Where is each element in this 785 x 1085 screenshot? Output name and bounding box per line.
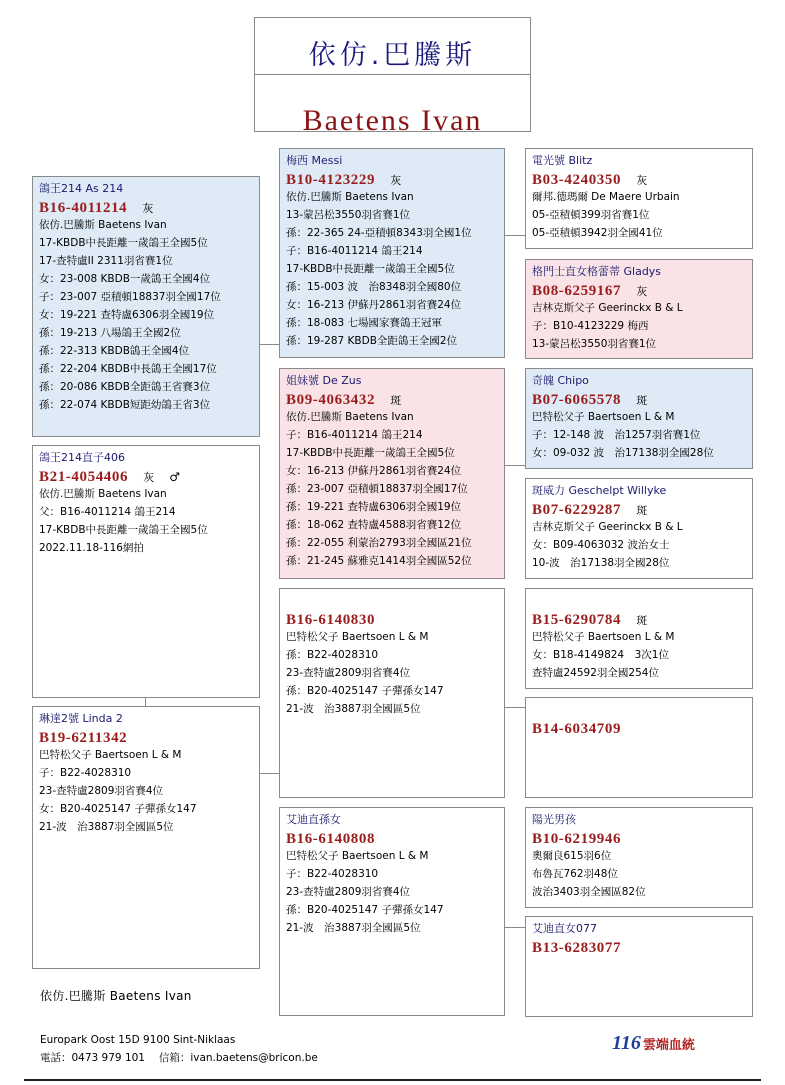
pigeon-name xyxy=(286,593,498,609)
info-line: 2022.11.18-116網拍 xyxy=(39,542,144,554)
ring-number: B15-6290784 xyxy=(532,612,622,628)
pedigree-card-pigeon xyxy=(32,445,260,698)
pigeon-name: 姐妹號 De Zus xyxy=(286,374,362,387)
pigeon-name: 電光號 Blitz xyxy=(532,154,593,167)
info-line: 巴特松父子 Baertsoen L & M xyxy=(39,749,182,761)
pigeon-name: 陽光男孩 xyxy=(532,813,576,826)
info-line: 17-KBDB中長距離一歲鴿王全國5位 xyxy=(39,524,208,536)
info-line: 21-波 治3887羽全國區5位 xyxy=(286,703,421,715)
pedigree-card-b15-6290784 xyxy=(525,588,753,689)
info-line: 吉林克斯父子 Geerinckx B & L xyxy=(532,521,683,533)
pigeon-name: 鴿王214直子406 xyxy=(39,451,125,464)
pedigree-card-b16-6140808 xyxy=(279,807,505,1016)
info-line: 波治3403羽全國區82位 xyxy=(532,886,646,898)
pedigree-card-b14-6034709 xyxy=(525,697,753,798)
info-line: 巴特松父子 Baertsoen L & M xyxy=(532,411,675,423)
ring-number: B21-4054406 xyxy=(39,469,129,485)
info-line: 10-波 治17138羽全國28位 xyxy=(532,557,670,569)
ring-number: B03-4240350 xyxy=(532,172,622,188)
ring-number: B16-6140830 xyxy=(286,612,376,628)
info-line: 孫：22-204 KBDB中長鴿王全國17位 xyxy=(39,363,217,375)
info-line: 女：09-032 波 治17138羽全國28位 xyxy=(532,447,714,459)
pigeon-name: 斑威力 Geschelpt Willyke xyxy=(532,484,667,497)
ring-number: B07-6229287 xyxy=(532,502,622,518)
ring-number: B07-6065578 xyxy=(532,392,622,408)
pigeon-color: 灰 xyxy=(142,202,154,215)
info-line: 17-KBDB中長距離一歲鴿王全國5位 xyxy=(286,447,455,459)
info-line: 孫：20-086 KBDB全距鴿王省賽3位 xyxy=(39,381,211,393)
info-line: 孫：18-083 七場國家賽鴿王冠軍 xyxy=(286,317,443,329)
info-line: 女：19-221 查特盧6306羽全國19位 xyxy=(39,309,215,321)
info-line: 孫：22-074 KBDB短距幼鴿王省3位 xyxy=(39,399,211,411)
info-line: 13-蒙呂松3550羽省賽1位 xyxy=(286,209,411,221)
pedigree-card-chipo xyxy=(525,368,753,469)
ring-number: B13-6283077 xyxy=(532,940,622,956)
info-line: 子：B22-4028310 xyxy=(286,868,379,880)
info-line: 依仿.巴騰斯 Baetens Ivan xyxy=(39,488,167,500)
ring-number: B16-6140808 xyxy=(286,831,376,847)
pigeon-name: 艾迪直女077 xyxy=(532,922,597,935)
info-line: 爾邦.德瑪爾 De Maere Urbain xyxy=(532,191,680,203)
info-line: 女：23-008 KBDB一歲鴿王全國4位 xyxy=(39,273,211,285)
info-line: 布魯瓦762羽48位 xyxy=(532,868,618,880)
info-line: 孫：22-055 利蒙治2793羽全國區21位 xyxy=(286,537,472,549)
info-line: 巴特松父子 Baertsoen L & M xyxy=(286,631,429,643)
info-line: 子：B10-4123229 梅西 xyxy=(532,320,649,332)
info-line: 孫：23-007 亞積頓18837羽全國17位 xyxy=(286,483,468,495)
info-line: 孫：18-062 查特盧4588羽省賽12位 xyxy=(286,519,462,531)
footer-contact: 電話：0473 979 101 信箱：ivan.baetens@bricon.be xyxy=(40,1052,318,1064)
footer-owner-name: 依仿.巴騰斯 Baetens Ivan xyxy=(40,989,192,1003)
pigeon-color: 斑 xyxy=(636,504,648,517)
info-line: 孫：15-003 波 治8348羽全國80位 xyxy=(286,281,462,293)
info-line: 孫：B20-4025147 子彈孫女147 xyxy=(286,685,444,697)
info-line: 孫：19-221 查特盧6306羽全國19位 xyxy=(286,501,462,513)
ring-number: B16-4011214 xyxy=(39,200,128,216)
pedigree-card-b13-6283077 xyxy=(525,916,753,1017)
ring-number: B08-6259167 xyxy=(532,283,622,299)
info-line: 女：B18-4149824 3次1位 xyxy=(532,649,669,661)
pedigree-card-gladys xyxy=(525,259,753,359)
info-line: 依仿.巴騰斯 Baetens Ivan xyxy=(286,411,414,423)
pigeon-color: 斑 xyxy=(636,394,648,407)
info-line: 孫：19-287 KBDB全距鴿王全國2位 xyxy=(286,335,458,347)
pedigree-card-dam xyxy=(32,706,260,969)
pedigree-card-messi xyxy=(279,148,505,358)
pigeon-name: 奇魄 Chipo xyxy=(532,374,589,387)
ring-number: B10-4123229 xyxy=(286,172,376,188)
info-line: 17-KBDB中長距離一歲鴿王全國5位 xyxy=(39,237,208,249)
pigeon-name: 梅西 Messi xyxy=(286,154,343,167)
pigeon-name: 鴿王214 As 214 xyxy=(39,182,124,195)
pigeon-color: 灰 xyxy=(636,285,648,298)
info-line: 孫：B22-4028310 xyxy=(286,649,379,661)
info-line: 05-亞積頓399羽省賽1位 xyxy=(532,209,650,221)
info-line: 孫：22-313 KBDB鴿王全國4位 xyxy=(39,345,190,357)
brand-logo xyxy=(612,1032,695,1055)
pedigree-card-de-zus xyxy=(279,368,505,579)
connector-line xyxy=(504,465,526,466)
logo-text: 雲端血統 xyxy=(642,1038,695,1053)
info-line: 依仿.巴騰斯 Baetens Ivan xyxy=(39,219,167,231)
info-line: 13-蒙呂松3550羽省賽1位 xyxy=(532,338,657,350)
info-line: 子：B22-4028310 xyxy=(39,767,132,779)
info-line: 孫：22-365 24-亞積頓8343羽全國1位 xyxy=(286,227,472,239)
info-line: 21-波 治3887羽全國區5位 xyxy=(286,922,421,934)
info-line: 女：16-213 伊蘇丹2861羽省賽24位 xyxy=(286,465,462,477)
owner-header xyxy=(254,17,531,137)
footer-address: Europark Oost 15D 9100 Sint-Niklaas xyxy=(40,1034,236,1046)
male-sex-icon: ♂ xyxy=(169,470,181,484)
info-line: 子：B16-4011214 鴿王214 xyxy=(286,245,423,257)
connector-line xyxy=(259,773,280,774)
info-line: 21-波 治3887羽全國區5位 xyxy=(39,821,174,833)
logo-number: 116 xyxy=(612,1032,641,1054)
pigeon-color: 灰 xyxy=(390,174,402,187)
info-line: 女：B09-4063032 波治女士 xyxy=(532,539,670,551)
info-line: 查特盧24592羽全國254位 xyxy=(532,667,659,679)
footer-rule xyxy=(24,1079,761,1081)
pedigree-card-blitz xyxy=(525,148,753,249)
pigeon-color: 斑 xyxy=(390,394,402,407)
ring-number: B09-4063432 xyxy=(286,392,376,408)
connector-line xyxy=(504,235,526,236)
info-line: 17-查特盧II 2311羽省賽1位 xyxy=(39,255,173,267)
owner-name-chinese: 依仿.巴騰斯 xyxy=(308,40,477,71)
info-line: 23-查特盧2809羽省賽4位 xyxy=(286,886,411,898)
pedigree-card-willyke xyxy=(525,478,753,579)
info-line: 23-查特盧2809羽省賽4位 xyxy=(39,785,164,797)
pedigree-card-subject xyxy=(32,176,260,437)
pigeon-name: 琳達2號 Linda 2 xyxy=(39,712,123,725)
info-line: 父：B16-4011214 鴿王214 xyxy=(39,506,176,518)
info-line: 子：12-148 波 治1257羽省賽1位 xyxy=(532,429,701,441)
pigeon-color: 灰 xyxy=(143,471,155,484)
pedigree-card-b10-6219946 xyxy=(525,807,753,908)
header-divider xyxy=(255,74,530,75)
info-line: 吉林克斯父子 Geerinckx B & L xyxy=(532,302,683,314)
pigeon-name: 格門士直女格蕾蒂 Gladys xyxy=(532,265,662,278)
pigeon-color: 灰 xyxy=(636,174,648,187)
connector-line xyxy=(504,707,526,708)
ring-number: B14-6034709 xyxy=(532,721,622,737)
info-line: 孫：21-245 蘇雅克1414羽全國區52位 xyxy=(286,555,472,567)
info-line: 依仿.巴騰斯 Baetens Ivan xyxy=(286,191,414,203)
info-line: 巴特松父子 Baertsoen L & M xyxy=(286,850,429,862)
ring-number: B19-6211342 xyxy=(39,730,128,746)
info-line: 23-查特盧2809羽省賽4位 xyxy=(286,667,411,679)
pigeon-color: 斑 xyxy=(636,614,648,627)
info-line: 17-KBDB中長距離一歲鴿王全國5位 xyxy=(286,263,455,275)
info-line: 奧爾良615羽6位 xyxy=(532,850,612,862)
pigeon-name xyxy=(532,702,746,718)
info-line: 女：16-213 伊蘇丹2861羽省賽24位 xyxy=(286,299,462,311)
info-line: 05-亞積頓3942羽全國41位 xyxy=(532,227,663,239)
pigeon-name xyxy=(532,593,746,609)
connector-line xyxy=(504,927,526,928)
info-line: 孫：19-213 八場鴿王全國2位 xyxy=(39,327,181,339)
ring-number: B10-6219946 xyxy=(532,831,622,847)
info-line: 子：B16-4011214 鴿王214 xyxy=(286,429,423,441)
info-line: 子：23-007 亞積頓18837羽全國17位 xyxy=(39,291,221,303)
info-line: 女：B20-4025147 子彈孫女147 xyxy=(39,803,197,815)
pedigree-card-b16-6140830 xyxy=(279,588,505,798)
connector-line xyxy=(259,344,280,345)
owner-name-english: Baetens Ivan xyxy=(302,104,483,137)
pigeon-name: 艾迪直孫女 xyxy=(286,813,341,826)
info-line: 巴特松父子 Baertsoen L & M xyxy=(532,631,675,643)
info-line: 孫：B20-4025147 子彈孫女147 xyxy=(286,904,444,916)
